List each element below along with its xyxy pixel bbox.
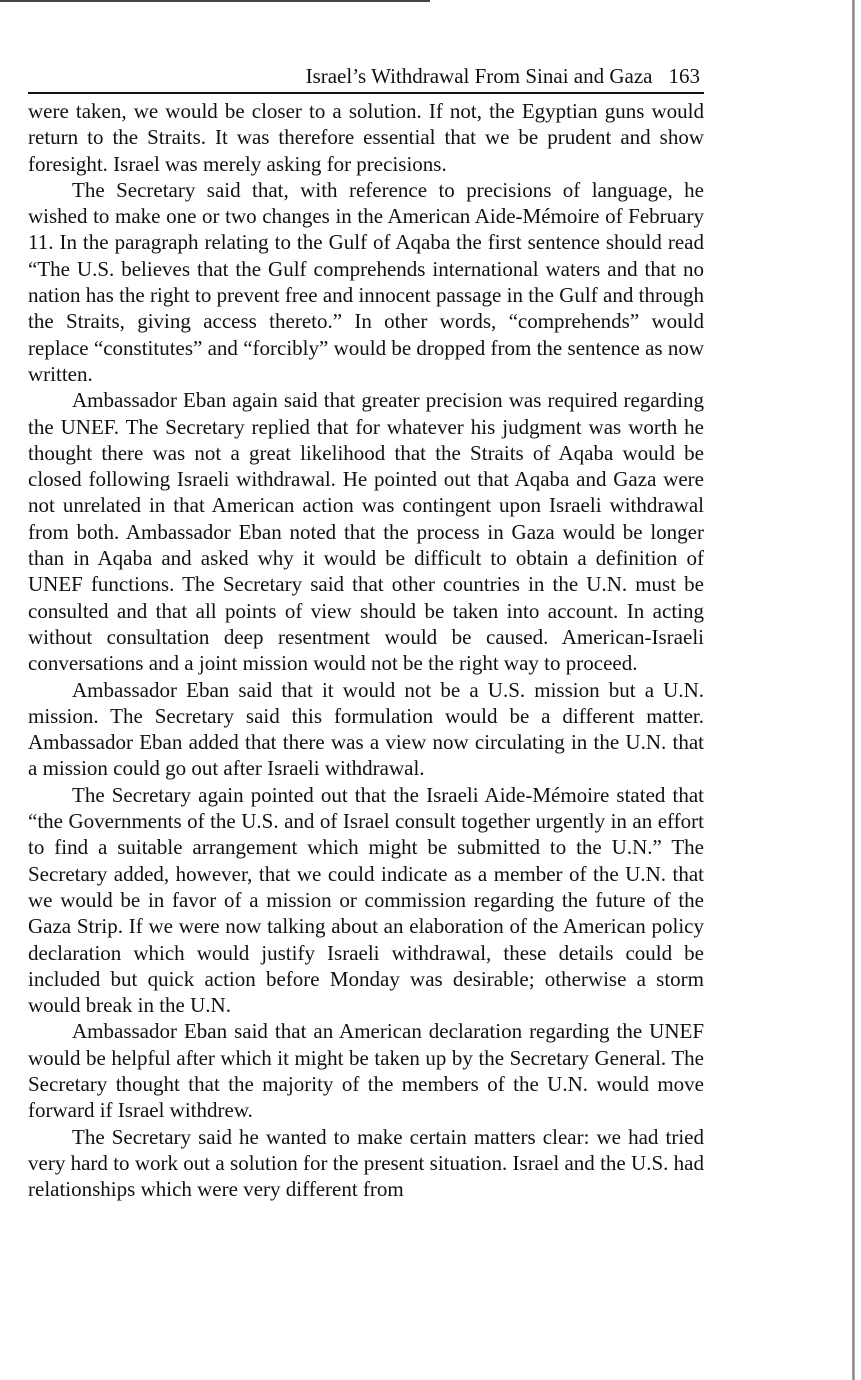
running-header: [28, 62, 704, 94]
paragraph-continues: The Secretary said he wanted to make certain matters clear: we had tried very hard to work out a solution for the present situation. Israel and the U.S. had relationships which were very different from: [28, 1124, 704, 1202]
running-title: Israel’s Withdrawal From Sinai and Gaza: [305, 64, 653, 88]
paragraph: Ambassador Eban said that an American declaration regarding the UNEF would be helpful after which it might be taken up by the Secretary General. The Secretary thought that the majority of the members of the U.N. would move forward if Israel withdrew.: [28, 1019, 704, 1123]
paragraph: Ambassador Eban said that it would not be a U.S. mission but a U.N. mission. The Secretary said this formulation would be a different matter. Ambassador Eban added that there was a view now circulating in the U.N. that a mission could go out after Israeli withdrawal.: [28, 677, 704, 781]
paragraph: The Secretary again pointed out that the Israeli Aide-Mémoire stated that “the Governments of the U.S. and of Israel consult together urgently in an effort to find a suitable arrangement which might be submitted to the U.N.” The Secretary added, however, that we could indicate as a member of the U.N. that we would be in favor of a mission or commission regarding the future of the Gaza Strip. If we were now talking about an elaboration of the American policy declaration which would justify Israeli withdrawal, these details could be included but quick action before Monday was desirable; otherwise a storm would break in the U.N.: [28, 782, 704, 1018]
scan-top-edge: [0, 0, 430, 2]
book-page: [28, 62, 704, 1202]
paragraph: The Secretary said that, with reference to precisions of language, he wished to make one or two changes in the American Aide-Mémoire of February 11. In the paragraph relating to the Gulf of Aqaba the first sentence should read “The U.S. believes that the Gulf comprehends international waters and that no nation has the right to prevent free and innocent passage in the Gulf and through the Straits, giving access thereto.” In other words, “comprehends” would replace “constitutes” and “forcibly” would be dropped from the sentence as now written.: [28, 177, 704, 386]
body-text: [28, 98, 704, 1202]
page-number: 163: [668, 64, 700, 88]
paragraph-continued: were taken, we would be closer to a solution. If not, the Egyptian guns would return to the Straits. It was therefore essential that we be prudent and show foresight. Israel was merely asking for precisions.: [28, 99, 704, 176]
page-binding-edge: [852, 0, 855, 1380]
paragraph: Ambassador Eban again said that greater precision was required regarding the UNEF. The Secretary replied that for whatever his judgment was worth he thought there was not a great likelihood that the Straits of Aqaba would be closed following Israeli withdrawal. He pointed out that Aqaba and Gaza were not unrelated in that American action was contingent upon Israeli withdrawal from both. Ambassador Eban noted that the process in Gaza would be longer than in Aqaba and asked why it would be difficult to obtain a definition of UNEF functions. The Secretary said that other countries in the U.N. must be consulted and that all points of view should be taken into account. In acting without consultation deep resentment would be caused. American-Israeli conversations and a joint mission would not be the right way to proceed.: [28, 388, 704, 676]
